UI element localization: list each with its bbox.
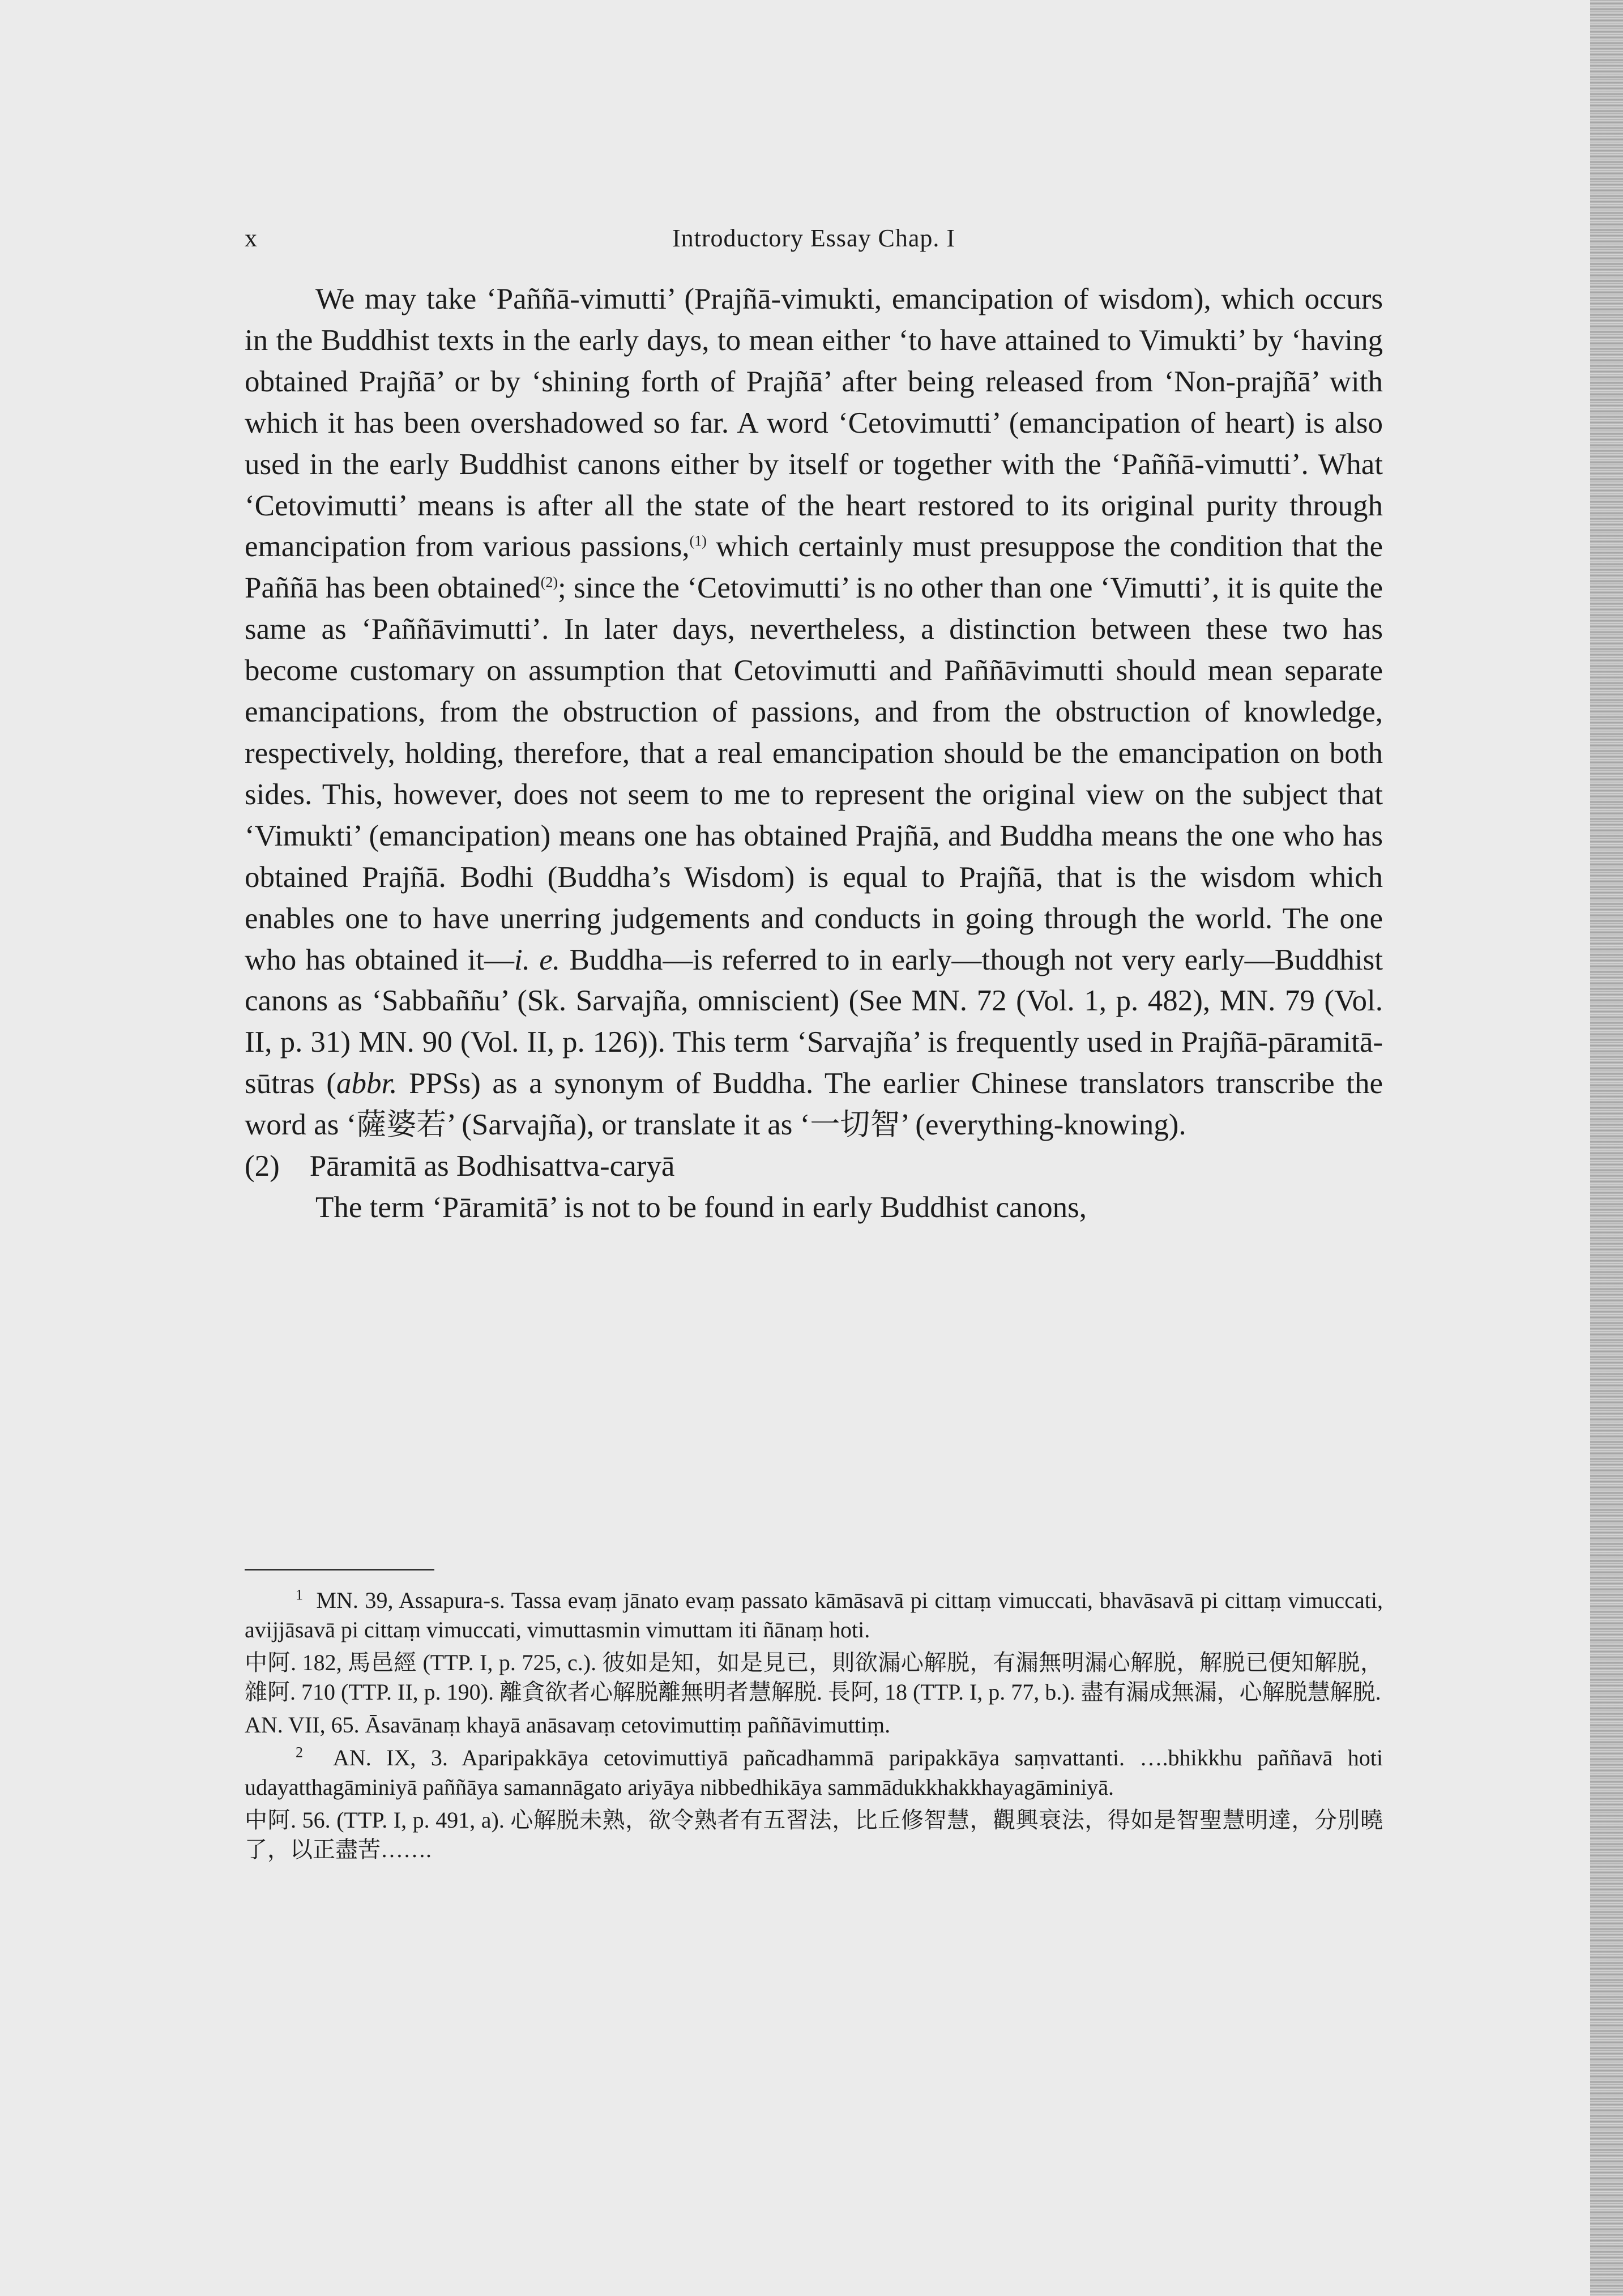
italic-abbr: abbr. <box>336 1067 398 1100</box>
text-segment: PPSs) as a synonym of Buddha. The earlier Chinese translators transcribe the word as ‘薩婆若’ (Sarvajña), or translate it as ‘一切智’ (everything-knowing). <box>245 1067 1383 1142</box>
footnote-2-mark: 2 <box>296 1744 303 1761</box>
footnote-ref-2: (2) <box>540 574 558 591</box>
text-segment: We may take ‘Paññā-vimutti’ (Prajñā-vimukti, emancipation of wisdom), which occurs in the Buddhist texts in the early days, to mean either ‘to have attained to Vimukti’ by ‘having obtained Prajñā’ or by ‘shining forth of Prajñā’ after being released from ‘Non-prajñā’ with which it has been overshadowed so far. A word ‘Cetovimutti’ (emancipation of heart) is also used in the early Buddhist canons either by itself or together with the ‘Paññā-vimutti’. What ‘Cetovimutti’ means is after all the state of the heart restored to its original purity through emancipation from various passions, <box>245 283 1383 564</box>
page-header <box>245 224 1383 258</box>
footnote-1-chinese: 中阿. 182, 馬邑經 (TTP. I, p. 725, c.). 彼如是知，如是見已，則欲漏心解脱，有漏無明漏心解脱，解脱已便知解脱，雜阿. 710 (TTP. II, p. 190). 離貪欲者心解脱離無明者慧解脱. 長阿, 18 (TTP. I, p. 77, b.). 盡有漏成無漏，心解脱慧解脱. <box>245 1650 1383 1705</box>
text-segment: which certainly must presuppose the condition that the Paññā has been obtained <box>245 530 1383 605</box>
text-segment: Buddha—is referred to in early—though not very early—Buddhist canons as ‘Sabbaññu’ (Sk. Sarvajña, omniscient) (See MN. 72 (Vol. 1, p. 482), MN. 79 (Vol. II, p. 31) MN. 90 (Vol. II, p. 126)). This term ‘Sarvajña’ is frequently used in Prajñā-pāramitā-sūtras ( <box>245 943 1383 1100</box>
text-segment: ; since the ‘Cetovimutti’ is no other than one ‘Vimutti’, it is quite the same as ‘Paññāvimutti’. In later days, nevertheless, a distinction between these two has become customary on assumption that Cetovimutti and Paññāvimutti should mean separate emancipations, from the obstruction of passions, and from the obstruction of knowledge, respectively, holding, therefore, that a real emancipation should be the emancipation on both sides. This, however, does not seem to me to represent the original view on the subject that ‘Vimukti’ (emancipation) means one has obtained Prajñā, and Buddha means the one who has obtained Prajñā. Bodhi (Buddha’s Wisdom) is equal to Prajñā, that is the wisdom which enables one to have unerring judgements and conducts in going through the world. The one who has obtained it— <box>245 571 1383 976</box>
italic-ie: i. e. <box>514 943 561 976</box>
scanned-page-edge <box>1590 0 1623 2296</box>
footnote-1-mark: 1 <box>296 1586 303 1603</box>
body-text <box>245 279 1383 1228</box>
section-heading: (2) Pāramitā as Bodhisattva-caryā <box>245 1150 675 1183</box>
paragraph-paramita: The term ‘Pāramitā’ is not to be found in early Buddhist canons, <box>315 1190 1087 1224</box>
footnote-2-chinese: 中阿. 56. (TTP. I, p. 491, a). 心解脱未熟，欲令熟者有五習法，比丘修智慧，觀興衰法，得如是智聖慧明達，分別曉了，以正盡苦……. <box>245 1807 1383 1862</box>
footnote-ref-1: (1) <box>689 532 707 549</box>
footnotes <box>245 1586 1383 1864</box>
footnote-1-an: AN. VII, 65. Āsavānaṃ khayā anāsavaṃ cetovimuttiṃ paññāvimuttiṃ. <box>245 1712 891 1738</box>
footnote-2-text: AN. IX, 3. Aparipakkāya cetovimuttiyā pañcadhammā paripakkāya saṃvattanti. ….bhikkhu paññavā hoti udayatthagāminiyā paññāya samannāgato ariyāya nibbedhikāya sammādukkhakkhayagāminiyā. <box>245 1745 1383 1800</box>
footnote-1-text: MN. 39, Assapura-s. Tassa evaṃ jānato evaṃ passato kāmāsavā pi cittaṃ vimuccati, bhavāsavā pi cittaṃ vimuccati, avijjāsavā pi cittaṃ vimuccati, vimuttasmin vimuttam iti ñānaṃ hoti. <box>245 1587 1383 1642</box>
paragraph-prajna-vimutti <box>245 279 1383 1146</box>
running-head: Introductory Essay Chap. I <box>672 224 956 252</box>
footnote-2 <box>245 1743 1383 1802</box>
footnote-1 <box>245 1586 1383 1645</box>
footnote-divider <box>245 1569 434 1571</box>
page-number: x <box>245 224 257 252</box>
